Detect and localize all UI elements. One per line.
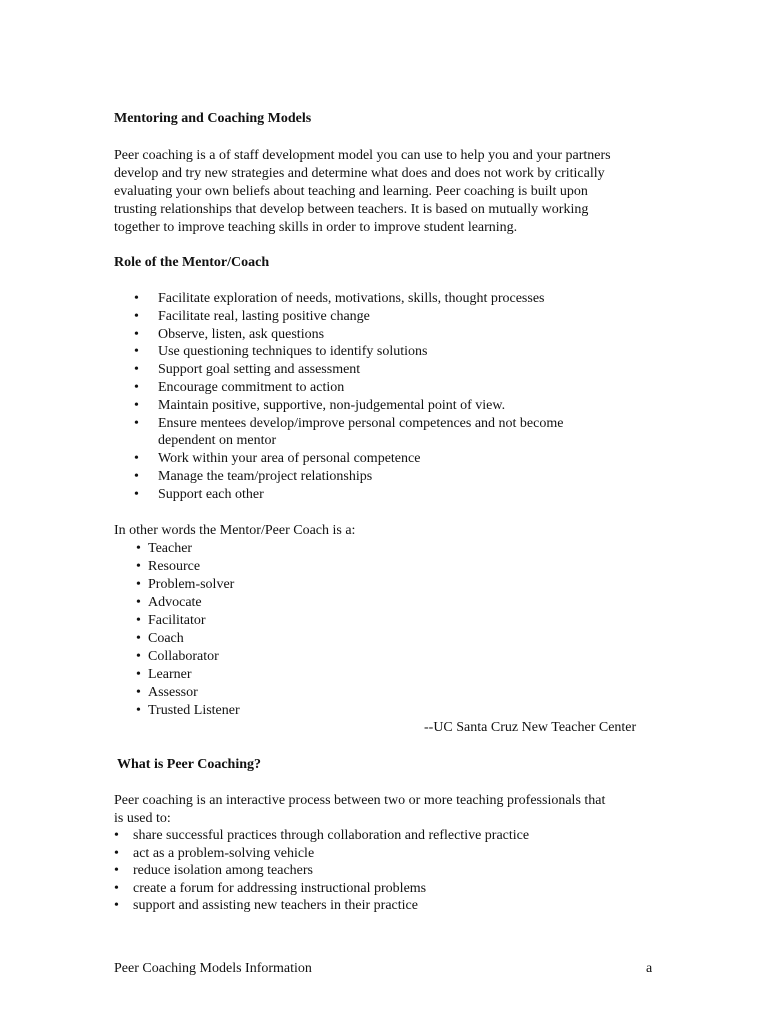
list-item-text: Maintain positive, supportive, non-judgemental point of view. xyxy=(158,397,506,413)
list-item-text: Resource xyxy=(148,559,201,574)
role-heading: Role of the Mentor/Coach xyxy=(114,255,270,270)
list-item-text: Facilitate real, lasting positive change xyxy=(158,308,370,324)
list-item xyxy=(114,415,563,451)
paragraph-line: Peer coaching is an interactive process between two or more teaching professionals that xyxy=(114,793,606,808)
list-item-text: create a forum for addressing instructional problems xyxy=(133,880,427,896)
bullet-icon: • xyxy=(136,667,141,682)
bullet-icon: • xyxy=(134,468,139,484)
bullet-icon: • xyxy=(114,828,119,843)
role-list xyxy=(114,290,563,504)
list-item xyxy=(114,486,563,504)
bullet-icon: • xyxy=(136,559,141,574)
list-item xyxy=(114,308,563,326)
list-item xyxy=(114,576,240,594)
bullet-icon: • xyxy=(136,685,141,700)
list-item-text: Support each other xyxy=(158,486,264,502)
bullet-icon: • xyxy=(136,703,141,718)
bullet-icon: • xyxy=(134,415,139,431)
mentor-roles-list xyxy=(114,540,240,720)
list-item-text: Use questioning techniques to identify solutions xyxy=(158,344,428,360)
paragraph-line: evaluating your own beliefs about teaching and learning. Peer coaching is built upon xyxy=(114,184,588,199)
paragraph-line: develop and try new strategies and determine what does and does not work by critically xyxy=(114,166,605,181)
list-item-text: share successful practices through collaboration and reflective practice xyxy=(133,828,530,843)
list-item-text: support and assisting new teachers in their practice xyxy=(133,898,418,914)
bullet-icon: • xyxy=(134,486,139,502)
paragraph-line: is used to: xyxy=(114,811,171,826)
in-other-words-text: In other words the Mentor/Peer Coach is a: xyxy=(114,523,356,538)
list-item xyxy=(114,343,563,361)
list-item-text: dependent on mentor xyxy=(158,433,277,449)
bullet-icon: • xyxy=(134,308,139,324)
bullet-icon: • xyxy=(136,613,141,628)
list-item-text: Coach xyxy=(148,631,184,646)
list-item-text: Teacher xyxy=(148,541,193,556)
list-item xyxy=(114,827,529,845)
list-item xyxy=(114,468,563,486)
list-item-text: Advocate xyxy=(148,595,202,610)
bullet-icon: • xyxy=(134,326,139,342)
list-item-text: Collaborator xyxy=(148,649,219,664)
list-item xyxy=(114,450,563,468)
bullet-icon: • xyxy=(134,379,139,395)
bullet-icon: • xyxy=(136,631,141,646)
attribution: --UC Santa Cruz New Teacher Center xyxy=(424,720,637,735)
list-item-text: Assessor xyxy=(148,685,198,700)
peer-intro-paragraph xyxy=(114,792,659,828)
bullet-icon: • xyxy=(134,397,139,413)
list-item xyxy=(114,326,563,344)
list-item xyxy=(114,630,240,648)
bullet-icon: • xyxy=(134,344,139,360)
list-item-text: Encourage commitment to action xyxy=(158,379,345,395)
bullet-icon: • xyxy=(114,845,119,861)
list-item xyxy=(114,594,240,612)
list-item xyxy=(114,897,529,915)
paragraph-line: together to improve teaching skills in order to improve student learning. xyxy=(114,220,518,235)
list-item-text: reduce isolation among teachers xyxy=(133,863,313,879)
list-item xyxy=(114,361,563,379)
list-item-text: Learner xyxy=(148,667,192,682)
bullet-icon: • xyxy=(114,863,119,879)
bullet-icon: • xyxy=(136,577,141,592)
page-title: Mentoring and Coaching Models xyxy=(114,111,312,126)
peer-coaching-heading: What is Peer Coaching? xyxy=(117,757,262,772)
list-item xyxy=(114,702,240,720)
list-item xyxy=(114,612,240,630)
bullet-icon: • xyxy=(136,595,141,610)
footer-page-number: a xyxy=(646,961,653,976)
list-item xyxy=(114,862,529,880)
bullet-icon: • xyxy=(134,451,139,467)
list-item xyxy=(114,845,529,863)
list-item xyxy=(114,290,563,308)
paragraph-line: trusting relationships that develop between teachers. It is based on mutually working xyxy=(114,202,589,217)
list-item xyxy=(114,540,240,558)
peer-coaching-list xyxy=(114,827,529,915)
bullet-icon: • xyxy=(134,362,139,378)
list-item xyxy=(114,558,240,576)
footer-left: Peer Coaching Models Information xyxy=(114,961,312,976)
list-item-text: act as a problem-solving vehicle xyxy=(133,845,315,861)
list-item-text: Trusted Listener xyxy=(148,703,240,718)
list-item-text: Support goal setting and assessment xyxy=(158,362,361,378)
list-item-text: Facilitate exploration of needs, motivations, skills, thought processes xyxy=(158,291,545,306)
bullet-icon: • xyxy=(114,880,119,896)
list-item-text: Problem-solver xyxy=(148,577,235,592)
list-item xyxy=(114,666,240,684)
list-item-text: Facilitator xyxy=(148,613,206,628)
bullet-icon: • xyxy=(136,541,141,556)
list-item-text: Work within your area of personal competence xyxy=(158,451,421,467)
list-item xyxy=(114,397,563,415)
list-item xyxy=(114,379,563,397)
bullet-icon: • xyxy=(136,649,141,664)
list-item-text: Observe, listen, ask questions xyxy=(158,326,325,342)
list-item xyxy=(114,880,529,898)
list-item-text: Ensure mentees develop/improve personal competences and not become xyxy=(158,415,564,431)
bullet-icon: • xyxy=(134,291,139,306)
bullet-icon: • xyxy=(114,898,119,914)
intro-paragraph xyxy=(114,147,659,237)
paragraph-line: Peer coaching is a of staff development model you can use to help you and your partners xyxy=(114,148,611,163)
list-item-text: Manage the team/project relationships xyxy=(158,468,373,484)
list-item xyxy=(114,648,240,666)
list-item xyxy=(114,684,240,702)
